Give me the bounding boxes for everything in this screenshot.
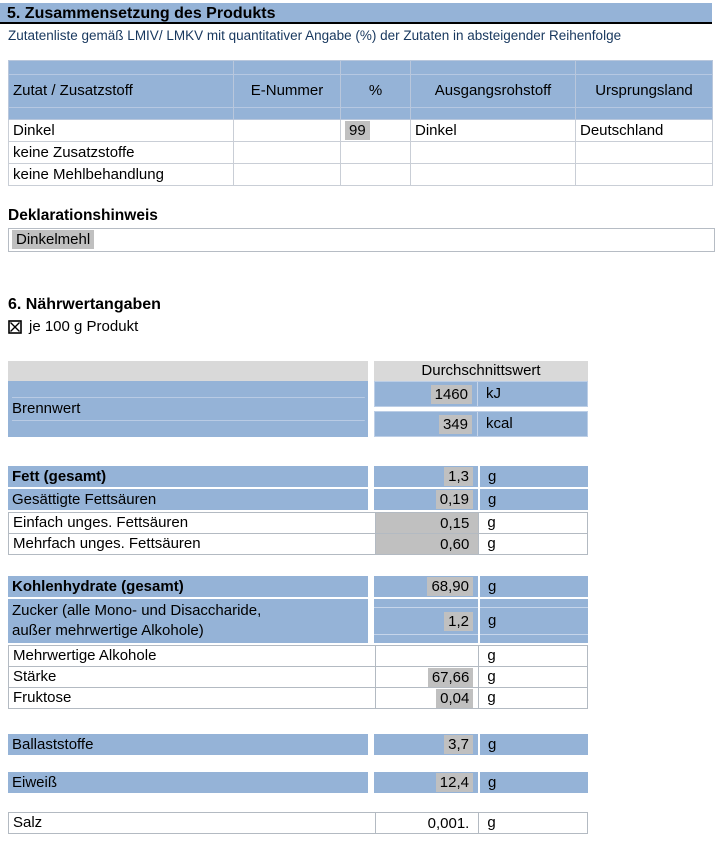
ingredients-table (8, 60, 713, 186)
nutrient-label: Brennwert (8, 381, 368, 437)
nutrient-unit: kJ (486, 385, 501, 402)
section6-title: 6. Nährwertangaben (8, 296, 161, 313)
per-100g-row (8, 318, 718, 335)
energy-block (8, 381, 588, 437)
col-header-ursprungsland: Ursprungsland (576, 61, 713, 120)
form-field[interactable]: 0,60 (436, 535, 473, 554)
col-header-zutat: Zutat / Zusatzstoff (9, 61, 234, 120)
nutrient-row (8, 489, 588, 510)
form-field[interactable]: 99 (345, 121, 370, 140)
nutrient-label: Einfach unges. Fettsäuren (9, 513, 376, 533)
nutrient-label: Fruktose (9, 688, 376, 708)
nutrient-label: Kohlenhydrate (gesamt) (8, 576, 368, 597)
per-100g-label: je 100 g Produkt (29, 318, 139, 335)
col-header-enummer: E-Nummer (234, 61, 341, 120)
nutrient-row (8, 533, 588, 555)
form-field[interactable]: Dinkelmehl (12, 230, 94, 249)
nutrition-header-row (8, 361, 588, 381)
nutrient-unit: g (479, 646, 587, 666)
cell-ursprungsland: Deutschland (576, 120, 713, 142)
nutrient-unit: g (480, 466, 588, 487)
energy-kj-row (374, 381, 588, 407)
nutrient-row (8, 666, 588, 688)
table-row (9, 120, 713, 142)
nutrient-row (8, 512, 588, 534)
cell-ausgangsrohstoff: Dinkel (411, 120, 576, 142)
energy-kcal-row (374, 411, 588, 437)
nutrient-label: Zucker (alle Mono- und Disaccharide, außer mehrwertige Alkohole) (8, 599, 368, 643)
column-header-durchschnittswert: Durchschnittswert (374, 361, 588, 381)
form-field[interactable]: 3,7 (444, 735, 473, 754)
col-header-prozent: % (341, 61, 411, 120)
nutrient-row (8, 734, 588, 755)
nutrient-label: Mehrwertige Alkohole (9, 646, 376, 666)
nutrient-label: Eiweiß (8, 772, 368, 793)
cell-enummer (234, 120, 341, 142)
deklaration-heading: Deklarationshinweis (8, 207, 158, 224)
cell-zutat: keine Zusatzstoffe (9, 142, 234, 164)
form-field[interactable]: 0,001. (427, 814, 470, 832)
form-field[interactable]: 68,90 (427, 577, 473, 596)
cell-zutat: keine Mehlbehandlung (9, 164, 234, 186)
nutrient-unit: g (479, 667, 587, 687)
nutrient-unit: g (480, 772, 588, 793)
nutrient-label: Stärke (9, 667, 376, 687)
nutrient-row (8, 599, 588, 643)
nutrient-label: Gesättigte Fettsäuren (8, 489, 368, 510)
cell-prozent (341, 120, 411, 142)
form-field[interactable]: 0,15 (436, 514, 473, 533)
form-field[interactable]: 0,04 (436, 689, 473, 708)
nutrient-label: Mehrfach unges. Fettsäuren (9, 534, 376, 554)
nutrient-unit: g (479, 813, 587, 833)
nutrient-row (8, 812, 588, 834)
col-header-ausgangsrohstoff: Ausgangsrohstoff (411, 61, 576, 120)
table-row (9, 142, 713, 164)
form-field[interactable]: 349 (439, 415, 472, 434)
section5-title: 5. Zusammensetzung des Produkts (0, 3, 712, 24)
nutrient-unit: kcal (486, 415, 513, 432)
nutrient-label: Salz (9, 813, 376, 833)
nutrient-row (8, 645, 588, 667)
nutrient-unit: g (479, 513, 587, 533)
form-field[interactable]: 67,66 (428, 668, 474, 687)
form-field[interactable]: 1,3 (444, 467, 473, 486)
nutrient-row (8, 466, 588, 487)
form-field[interactable]: 0,19 (436, 490, 473, 509)
table-row (9, 164, 713, 186)
ingredients-header-row (9, 61, 713, 120)
form-field[interactable]: 1,2 (444, 612, 473, 631)
form-field[interactable]: 1460 (431, 385, 472, 404)
nutrient-label: Fett (gesamt) (8, 466, 368, 487)
nutrient-row (8, 687, 588, 709)
checkbox-checked-icon[interactable] (8, 320, 22, 334)
nutrient-unit: g (480, 489, 588, 510)
cell-zutat: Dinkel (9, 120, 234, 142)
nutrient-unit: g (480, 576, 588, 597)
nutrient-label: Ballaststoffe (8, 734, 368, 755)
nutrient-unit: g (479, 534, 587, 554)
deklaration-box (8, 228, 715, 252)
nutrient-unit: g (480, 599, 588, 643)
nutrient-row (8, 772, 588, 793)
nutrient-unit: g (479, 688, 587, 708)
section5-subtitle: Zutatenliste gemäß LMIV/ LMKV mit quantitativer Angabe (%) der Zutaten in absteigender Reihenfolge (8, 28, 622, 43)
nutrient-row (8, 576, 588, 597)
form-field[interactable]: 12,4 (436, 773, 473, 792)
nutrient-unit: g (480, 734, 588, 755)
